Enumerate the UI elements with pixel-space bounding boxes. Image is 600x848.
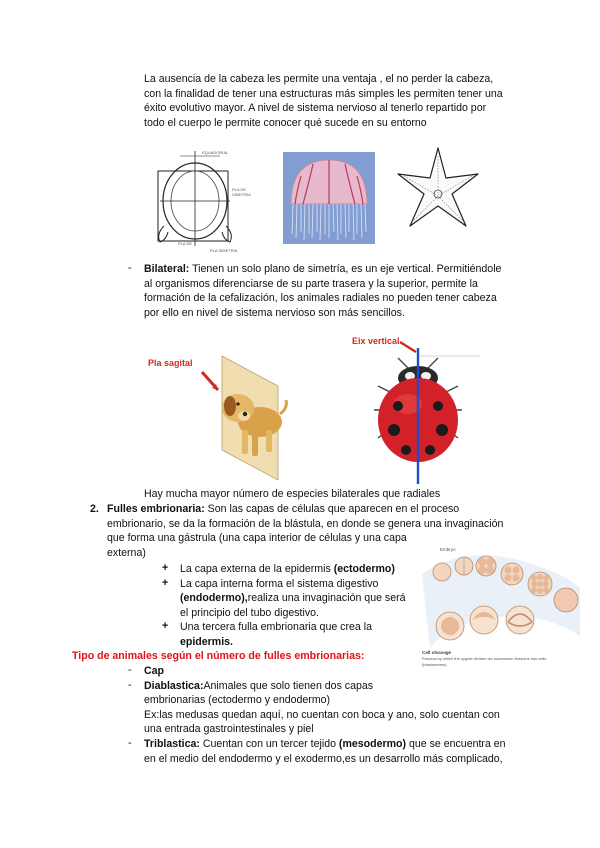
fulles-item-3-text: realiza una invaginación que será xyxy=(247,592,406,604)
fulles-item-1-text: La capa externa de la epidermis xyxy=(180,563,334,575)
fulles-item-1-bold: (ectodermo) xyxy=(333,563,395,575)
diablastica-line-1 xyxy=(144,679,373,694)
fulles-item-4: el principio del tubo digestivo. xyxy=(180,606,319,619)
fulles-line-1-text: Son las capas de células que aparecen en el proceso xyxy=(204,503,460,515)
diablastica-line-1-text: Animales que solo tienen dos capas xyxy=(203,679,374,692)
fulles-item-3 xyxy=(180,591,406,606)
fulles-item-6: epidermis. xyxy=(180,635,233,648)
embryo-caption-2: Process by which the zygote divides via successive divisions into cells xyxy=(422,656,547,661)
fulles-term: Fulles embrionaria: xyxy=(107,503,205,515)
fig1-bottom-label-1: PLA DE xyxy=(178,241,193,246)
triblastica-line-1 xyxy=(144,737,506,752)
fig1-plane-label-2: SIMETRIA xyxy=(232,192,251,197)
bilateral-bullet: - xyxy=(128,262,132,274)
fulles-number: 2. xyxy=(90,503,99,515)
plus-bullet-3: + xyxy=(162,620,169,632)
starfish-illustration xyxy=(392,144,484,236)
dog-sagittal-plane-illustration xyxy=(142,342,292,484)
diablastica-bullet: - xyxy=(128,678,132,691)
ladybug-label: Eix vertical xyxy=(352,336,400,346)
bilateral-line-2: al organismos diferenciarse de su parte trasera y la superior, permite la xyxy=(144,277,478,290)
ladybug-vertical-axis-illustration xyxy=(350,334,480,484)
embryo-caption-3: (blastomeres) xyxy=(422,662,447,667)
bilateral-line-3: formación de la cefalización, los animales radiales no pueden tener cabeza xyxy=(144,292,497,304)
bilateral-caption: Hay mucha mayor número de especies bilaterales que radiales xyxy=(144,488,441,500)
tipo-heading: Tipo de animales según el número de fulles embrionarias: xyxy=(72,650,365,662)
dog-label: Pla sagital xyxy=(148,358,193,368)
triblastica-line-1-text: Cuentan con un tercer tejido xyxy=(199,738,339,750)
diablastica-line-2: embrionarias (ectodermo y endodermo) xyxy=(144,694,331,706)
triblastica-bullet: - xyxy=(128,737,132,749)
fulles-line-2: embrionario, se da la formación de la blástula, en donde se genera una invaginación xyxy=(107,517,504,530)
fulles-line-1 xyxy=(107,502,459,517)
cap-bullet: - xyxy=(128,664,132,676)
triblastica-term: Triblastica: xyxy=(144,738,200,750)
fig1-bottom-label-2: PLA SIMETRIA xyxy=(210,248,238,253)
fulles-item-3-bold: (endodermo), xyxy=(180,592,248,604)
embryo-caption-1: Cell cleavage xyxy=(422,650,452,655)
bilateral-term: Bilateral: xyxy=(144,263,190,275)
fulles-line-3: que forma una gástrula (una capa interior de células y una capa xyxy=(107,532,407,544)
radial-symmetry-diagram xyxy=(150,146,260,256)
triblastica-bold: (mesodermo) xyxy=(338,738,407,750)
diablastica-term: Diablastica: xyxy=(144,679,204,692)
fulles-item-1 xyxy=(180,562,395,577)
intro-line-3: éxito evolutivo mayor. A nivel de sistema nervioso al tenerlo repartido por xyxy=(144,102,487,114)
cap-label: Cap xyxy=(144,665,165,677)
embryo-top-label: Embryo xyxy=(440,547,456,552)
bilateral-line-4: por ello en nivel de sistema nervioso son más sencillos. xyxy=(144,306,405,319)
triblastica-line-1-end: que se encuentra en xyxy=(406,738,506,750)
intro-line-2: con la finalidad de tener una estructuras más simples les permiten tener una xyxy=(144,87,503,100)
bilateral-line-1 xyxy=(144,262,501,277)
bilateral-line-1-text: Tienen un solo plano de simetría, es un eje vertical. Permitiéndole xyxy=(189,263,502,275)
embryo-cleavage-diagram xyxy=(420,544,585,670)
jellyfish-illustration xyxy=(283,152,375,244)
fig1-plane-label-1: PLA DE xyxy=(232,187,247,192)
diablastica-line-4: una entrada gastrointestinales y piel xyxy=(144,723,314,735)
fulles-item-2: La capa interna forma el sistema digestivo xyxy=(180,577,379,590)
plus-bullet-1: + xyxy=(162,562,169,574)
plus-bullet-2: + xyxy=(162,576,169,589)
intro-line-1: La ausencia de la cabeza les permite una ventaja , el no perder la cabeza, xyxy=(144,73,494,85)
fulles-item-5: Una tercera fulla embrionaria que crea la xyxy=(180,621,372,633)
diablastica-line-3: Ex:las medusas quedan aquí, no cuentan con boca y ano, solo cuentan con xyxy=(144,708,500,721)
intro-line-4: todo el cuerpo le permite conocer qué sucede en su entorno xyxy=(144,116,427,129)
fig1-equator-label: EQUADORIAL xyxy=(202,150,229,155)
fulles-line-4: externa) xyxy=(107,546,146,559)
triblastica-line-2: en el medio del endodermo y el exodermo,es un desarrollo más complicado, xyxy=(144,752,503,765)
